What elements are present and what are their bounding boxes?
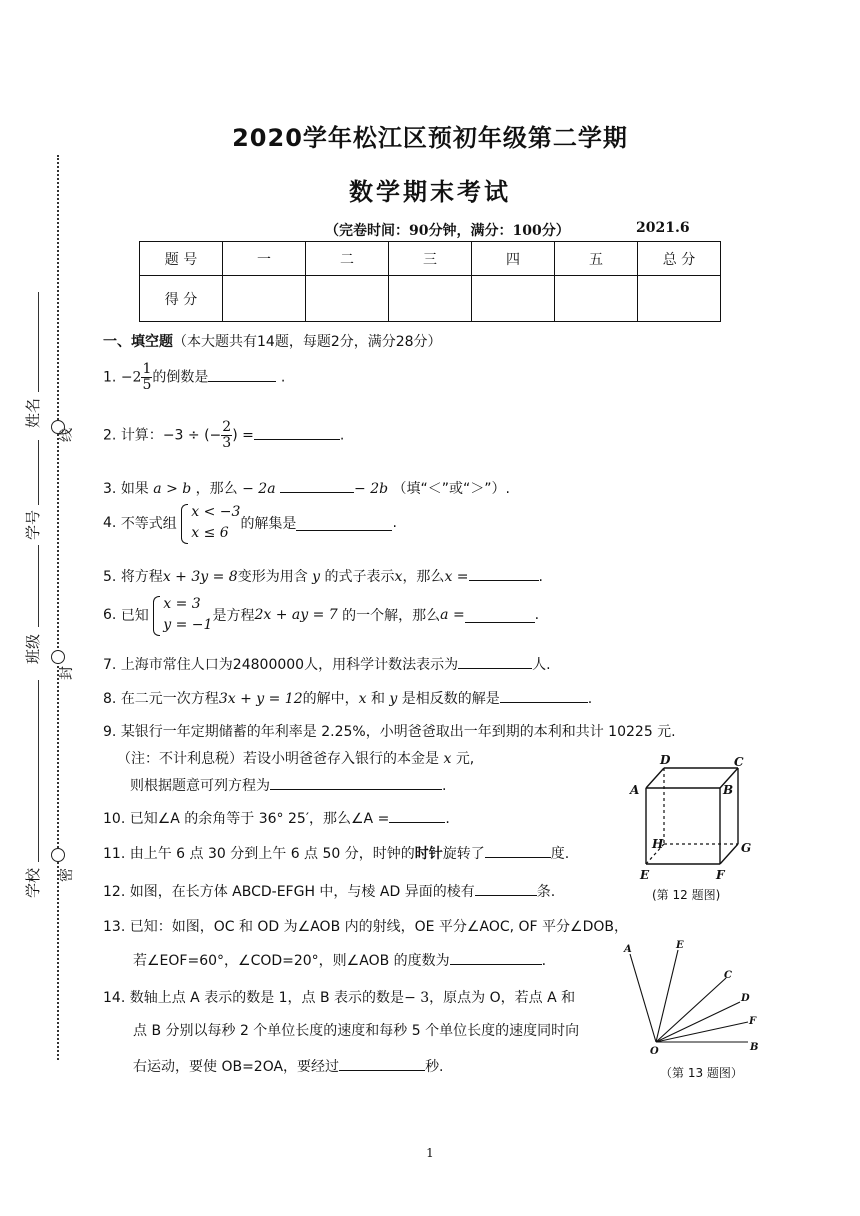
cuboid-figure [626, 752, 762, 882]
question-13-line2 [133, 950, 546, 970]
q2-fraction [221, 420, 232, 451]
q8-text1: 在二元一次方程 [120, 691, 219, 707]
q7-number: 7. [103, 657, 117, 673]
q5-var2: x [394, 569, 403, 585]
page-number: 1 [426, 1146, 434, 1160]
q1-whole: −2 [120, 369, 142, 386]
q9-answer-blank[interactable] [270, 775, 442, 790]
q9-line2-var: x [443, 751, 452, 767]
label-e: E [640, 868, 650, 882]
q10-tail: . [445, 811, 450, 827]
q9-line1: 某银行一年定期储蓄的年利率是 2.25%，小明爸爸取出一年到期的本利和共计 10225 元. [120, 724, 676, 740]
q5-tail: . [538, 569, 543, 585]
q4-number: 4. [103, 515, 117, 531]
label-g: G [741, 841, 752, 855]
q14-line1b: ，原点为 O，若点 A 和 [429, 990, 576, 1006]
score-cell-2[interactable] [306, 276, 389, 322]
q5-equation: x + 3y = 8 [162, 569, 238, 585]
q12-number: 12. [103, 884, 126, 900]
q6-text1: 是方程 [212, 608, 255, 624]
q6-prefix: 已知 [120, 608, 149, 624]
school-label: 学校 [24, 867, 42, 898]
ray-oc [656, 978, 726, 1042]
q2-frac-den: 3 [222, 435, 232, 451]
ray-oe [656, 950, 678, 1042]
ray-oa [630, 954, 656, 1042]
score-cell-4[interactable] [472, 276, 555, 322]
q6-system [153, 594, 212, 636]
q3-note: （填“＜”或“＞”）. [392, 481, 510, 497]
q14-line3: 右运动，要使 OB=2OA，要经过 [133, 1059, 340, 1075]
score-cell-5[interactable] [555, 276, 638, 322]
q12-tail: 条. [536, 884, 556, 900]
label-d: D [660, 753, 671, 767]
q6-answer-blank[interactable] [465, 608, 535, 623]
q8-text2: 的解中， [302, 691, 359, 707]
question-13 [103, 916, 628, 936]
score-col-5: 五 [555, 242, 638, 276]
school-write-line [38, 762, 39, 862]
q10-number: 10. [103, 811, 126, 827]
q14-number: 14. [103, 990, 126, 1006]
q1-number: 1. [103, 369, 117, 386]
score-row2-header: 得 分 [140, 276, 223, 322]
q14-line1-value: − 3 [404, 990, 430, 1006]
ray-of [656, 1022, 748, 1042]
q8-number: 8. [103, 691, 117, 707]
name-label: 姓名 [24, 397, 42, 428]
question-9-line2 [117, 748, 474, 768]
q11-answer-blank[interactable] [485, 843, 551, 858]
q8-var1: x [358, 691, 367, 707]
q9-line2b: 元, [455, 751, 475, 767]
score-cell-1[interactable] [223, 276, 306, 322]
q3-mid: ，那么 [195, 481, 238, 497]
q2-answer-blank[interactable] [254, 425, 340, 440]
question-14-line2 [133, 1020, 579, 1040]
exam-title-line2: 数学期末考试 [349, 178, 511, 206]
q5-text4: ，那么 [402, 569, 445, 585]
q12-text: 如图，在长方体 ABCD-EFGH 中，与棱 AD 异面的棱有 [129, 884, 475, 900]
exam-info: （完卷时间：90分钟，满分：100分） [325, 223, 570, 239]
margin-circle-2 [51, 650, 65, 664]
score-cell-3[interactable] [389, 276, 472, 322]
q11-text1: 由上午 6 点 30 分到上午 6 点 50 分，时钟的 [129, 846, 415, 862]
q4-line1: x < −3 [191, 504, 241, 520]
q14-answer-blank[interactable] [339, 1056, 425, 1071]
ray-label-c: C [724, 970, 732, 981]
q6-number: 6. [103, 607, 117, 623]
q8-tail: . [587, 691, 593, 707]
q11-bold: 时针 [414, 846, 443, 862]
q12-answer-blank[interactable] [475, 881, 537, 896]
q3-left: − 2a [242, 481, 276, 497]
id-label: 学号 [24, 509, 42, 540]
id-write-line [38, 440, 39, 505]
question-14-line3 [133, 1056, 444, 1076]
question-2 [103, 420, 344, 451]
q3-condition: a > b [153, 481, 192, 497]
label-a: A [630, 783, 640, 797]
q6-tail: . [534, 607, 540, 623]
exam-date: 2021.6 [636, 220, 690, 236]
q6-line2: y = −1 [163, 617, 213, 633]
q10-text: 已知∠A 的余角等于 36° 25′，那么∠A = [129, 811, 390, 827]
class-label: 班级 [24, 633, 42, 664]
q9-tail: . [442, 778, 447, 794]
cuboid-caption: (第 12 题图) [652, 888, 721, 902]
q4-answer-blank[interactable] [296, 516, 392, 531]
q11-number: 11. [103, 846, 126, 862]
q13-tail: . [541, 953, 547, 969]
q4-line2: x ≤ 6 [191, 525, 229, 541]
section1-title: 一、填空题 [103, 334, 173, 350]
q13-number: 13. [103, 919, 126, 935]
q8-equation: 3x + y = 12 [218, 691, 303, 707]
question-6 [103, 594, 539, 636]
q2-number: 2. [103, 427, 117, 444]
q1-fraction [141, 362, 152, 393]
q2-frac-num: 2 [222, 419, 232, 435]
q9-number: 9. [103, 724, 117, 740]
question-1 [103, 362, 285, 393]
q1-text: 的倒数是 [152, 369, 209, 386]
q13-line2: 若∠EOF=60°，∠COD=20°，则∠AOB 的度数为 [133, 953, 450, 969]
q1-frac-num: 1 [142, 361, 152, 377]
score-col-1: 一 [223, 242, 306, 276]
q4-system [181, 502, 240, 544]
q1-frac-den: 5 [142, 377, 152, 393]
q8-answer-blank[interactable] [500, 688, 588, 703]
q8-text3: 和 [370, 691, 385, 707]
q5-var1: y [312, 569, 321, 585]
q9-line2a: （注：不计利息税）若设小明爸爸存入银行的本金是 [117, 751, 439, 767]
ray-label-a: A [624, 944, 632, 955]
question-8 [103, 688, 592, 708]
q7-answer-blank[interactable] [458, 654, 532, 669]
score-col-total: 总 分 [638, 242, 721, 276]
name-write-line [38, 292, 39, 392]
q3-right: − 2b [354, 481, 389, 497]
q6-equation: 2x + ay = 7 [254, 607, 338, 623]
q4-text: 的解集是 [240, 516, 297, 532]
q13-answer-blank[interactable] [450, 950, 542, 965]
q6-line1: x = 3 [163, 596, 201, 612]
class-write-line [38, 545, 39, 627]
q6-lhs: a = [440, 607, 465, 623]
question-7 [103, 654, 551, 674]
label-b: B [723, 783, 734, 797]
q5-number: 5. [103, 569, 117, 585]
ray-label-e: E [676, 940, 684, 951]
q3-prefix: 如果 [120, 481, 149, 497]
score-cell-total[interactable] [638, 276, 721, 322]
rays-caption: （第 13 题图） [660, 1066, 743, 1080]
q1-tail: . [280, 369, 286, 386]
q5-answer-blank[interactable] [469, 566, 539, 581]
q6-text2: 的一个解，那么 [342, 608, 441, 624]
q14-tail: 秒. [425, 1059, 444, 1075]
q3-answer-blank[interactable] [280, 478, 354, 493]
question-9-line3 [130, 775, 446, 795]
section1-note: （本大题共有14题，每题2分，满分28分） [173, 334, 442, 350]
q9-line3: 则根据题意可列方程为 [130, 778, 270, 794]
label-c: C [734, 755, 744, 769]
question-5 [103, 566, 543, 586]
q8-text4: 是相反数的解是 [401, 691, 500, 707]
ray-label-o: O [650, 1046, 659, 1057]
q2-prefix: 计算： [120, 427, 163, 444]
q11-tail: 度. [550, 846, 570, 862]
question-10 [103, 808, 450, 828]
ray-label-d: D [741, 993, 750, 1004]
question-9 [103, 721, 676, 741]
q5-text3: 的式子表示 [324, 569, 395, 585]
label-f: F [716, 868, 725, 882]
question-14 [103, 987, 575, 1007]
q5-lhs: x = [444, 569, 469, 585]
q14-line1a: 数轴上点 A 表示的数是 1，点 B 表示的数是 [129, 990, 405, 1006]
q5-text2: 变形为用含 [237, 569, 308, 585]
q3-number: 3. [103, 481, 117, 497]
q14-line2: 点 B 分别以每秒 2 个单位长度的速度和每秒 5 个单位长度的速度同时向 [133, 1023, 580, 1039]
q4-tail: . [392, 515, 397, 531]
score-row-header: 题 号 [140, 242, 223, 276]
margin-mark-seal: 封 [59, 666, 75, 680]
q11-text2: 旋转了 [442, 846, 485, 862]
q2-expr2: ) = [232, 427, 254, 444]
score-table [139, 241, 721, 322]
q1-answer-blank[interactable] [208, 367, 276, 382]
edge-fg [720, 844, 738, 864]
q7-tail: 人. [532, 657, 551, 673]
q13-line1: 已知：如图，OC 和 OD 为∠AOB 内的射线，OE 平分∠AOC, OF 平分∠DOB， [129, 919, 628, 935]
q4-prefix: 不等式组 [120, 516, 177, 532]
q5-text1: 将方程 [120, 569, 163, 585]
label-h: H [652, 837, 664, 851]
exam-title-line1: 2020学年松江区预初年级第二学期 [232, 124, 628, 152]
question-11 [103, 843, 569, 863]
q2-expr1: −3 ÷ (− [162, 427, 222, 444]
section1-heading [103, 331, 442, 351]
question-4 [103, 502, 397, 544]
margin-mark-secret: 密 [59, 868, 75, 882]
score-col-3: 三 [389, 242, 472, 276]
question-3 [103, 478, 510, 498]
q8-var2: y [389, 691, 398, 707]
score-col-4: 四 [472, 242, 555, 276]
rays-figure [618, 938, 768, 1058]
q2-tail: . [339, 427, 345, 444]
ray-label-f: F [749, 1016, 757, 1027]
ray-label-b: B [750, 1042, 759, 1053]
margin-circle-3 [51, 848, 65, 862]
margin-mark-line: 线 [59, 428, 75, 442]
ray-od [656, 1002, 740, 1042]
score-col-2: 二 [306, 242, 389, 276]
edge-ad [646, 768, 664, 788]
question-12 [103, 881, 555, 901]
q10-answer-blank[interactable] [389, 808, 445, 823]
binding-dotted-line [57, 155, 59, 1060]
q7-text: 上海市常住人口为24800000人，用科学计数法表示为 [120, 657, 459, 673]
